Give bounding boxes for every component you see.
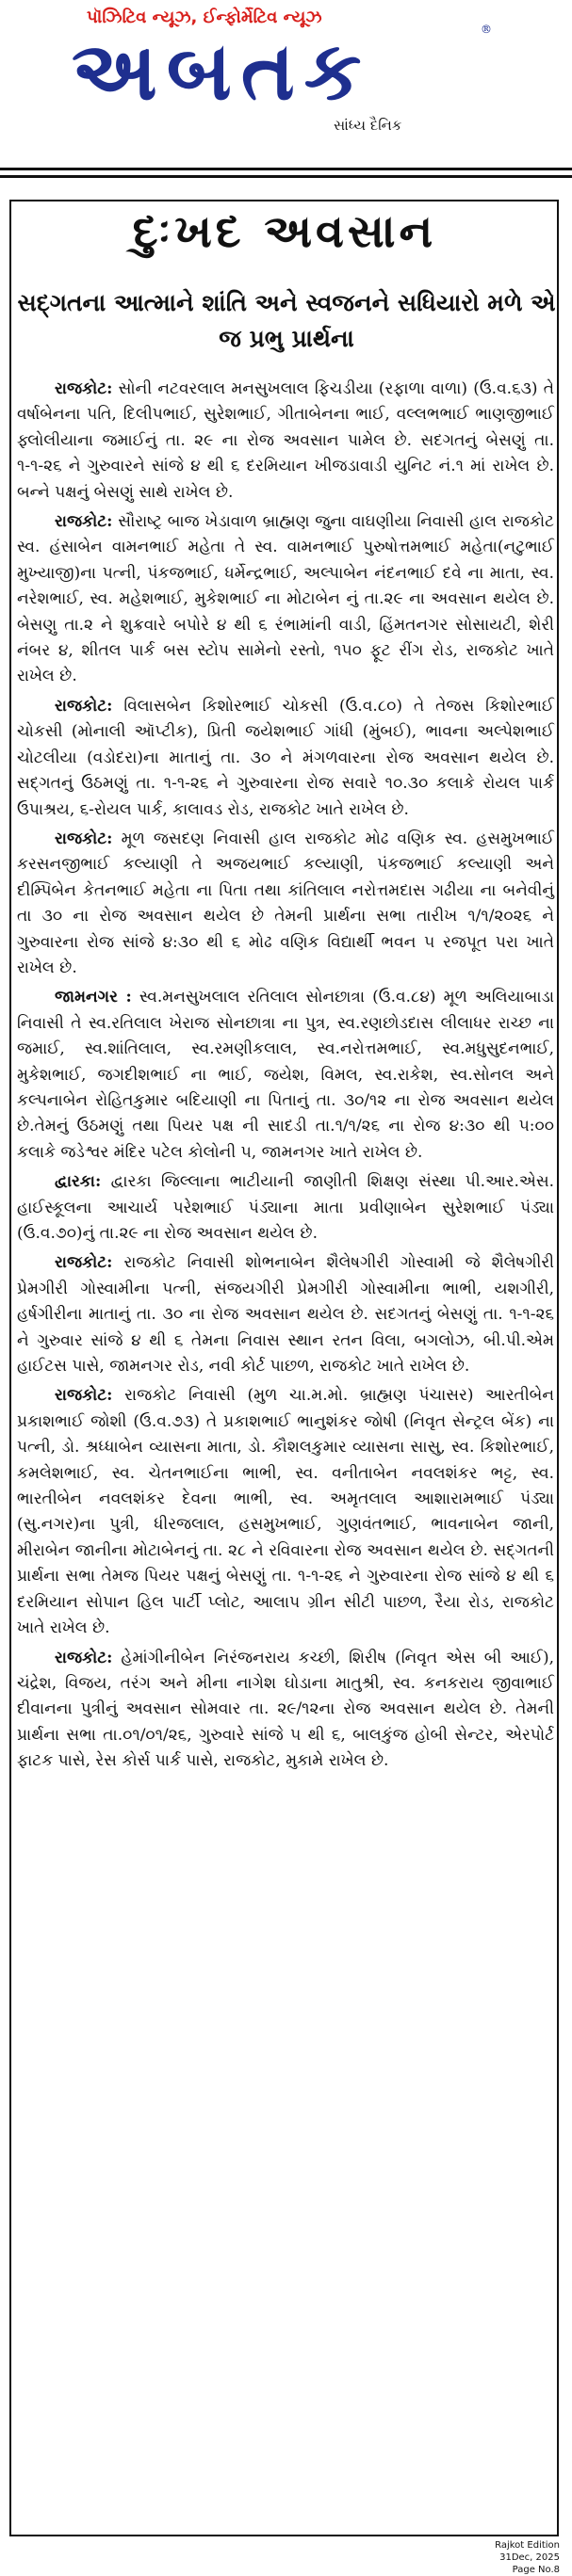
notice-text: હેમાંગીનીબેન નિરંજનરાય કચ્છી, શિરીષ (નિવૃત એસ બી આઈ), ચંદ્રેશ, વિજય, તરંગ અને મીના નાગેશ ઘોડાના માતુશ્રી, સ્વ. કનકરાય જીવાભાઈ દીવાનના પુત્રીનું અવસાન સોમવાર તા. ૨૯/૧૨ના રોજ અવસાન થયેલ છે. તેમની પ્રાર્થના સભા તા.૦૧/૦૧/૨૬, ગુરુવારે સાંજે ૫ થી ૬, બાલકુંજ હોબી સેન્ટર, એરપોર્ટ ફાટક પાસે, રેસ કોર્સ પાર્ક પાસે, રાજકોટ, મુકામે રાખેલ છે. <box>17 1648 554 1771</box>
notice-place: જામનગર : <box>55 988 132 1007</box>
obituary-notice <box>17 1250 554 1379</box>
notice-text: રાજકોટ નિવાસી શોભનાબેન શૈલેષગીરી ગોસ્વામી જે શૈલેષગીરી પ્રેમગીરી ગોસ્વામીના પત્ની, સંજયગીરી પ્રેમગીરી ગોસ્વામીના ભાભી, યશગીરી, હર્ષગીરીના માતાનું તા. ૩૦ ના રોજ અવસાન થયેલ છે. સદગતનું બેસણું તા. ૧-૧-૨૬ ને ગુરુવાર સાંજે ૪ થી ૬ તેમના નિવાસ સ્થાન રતન વિલા, બગલોઝ, બી.પી.એમ હાઈટસ પાસે, જામનગર રોડ, નવી કોર્ટ પાછળ, રાજકોટ ખાતે રાખેલ છે. <box>17 1253 555 1377</box>
registered-mark: ® <box>481 23 492 36</box>
masthead <box>0 0 572 141</box>
notice-place: રાજકોટ: <box>55 696 113 716</box>
masthead-subtitle: સાંધ્ય દૈનિક <box>334 117 402 134</box>
edition-name: Rajkot Edition <box>495 2540 560 2551</box>
obituary-notice <box>17 827 554 981</box>
notice-text: મૂળ જસદણ નિવાસી હાલ રાજકોટ મોઢ વણિક સ્વ. હસમુખભાઈ કરસનજીભાઈ કલ્યાણી તે અજયભાઈ કલ્યાણી, પંકજભાઈ કલ્યાણી અને દીમ્પિબેન કેતનભાઈ મહેતા ના પિતા તથા કાંતિલાલ નરોત્તમદાસ ગઢીયા ના બનેવીનું તા ૩૦ ના રોજ અવસાન થયેલ છે તેમની પ્રાર્થના સભા તારીખ ૧/૧/૨૦૨૬ ને ગુરુવારના રોજ સાંજે ૪:૩૦ થી ૬ મોઢ વણિક વિદ્યાર્થી ભવન ૫ રજપૂત પરા ખાતે રાખેલ છે. <box>17 829 554 977</box>
notice-place: રાજકોટ: <box>55 379 113 398</box>
notice-place: દ્વારકા: <box>55 1172 102 1192</box>
notice-text: દ્વારકા જિલ્લાના ભાટીયાની જાણીતી શિક્ષણ સંસ્થા પી.આર.એસ. હાઈસ્કૂલના આચાર્ય પરેશભાઈ પંડ્યાના માતા પ્રવીણાબેન સુરેશભાઈ પંડ્યા (ઉ.વ.૭૦)નું તા.૨૯ ના રોજ અવસાન થયેલ છે. <box>17 1172 555 1243</box>
obituary-list <box>17 377 554 1779</box>
page-title: દુઃખદ અવસાન <box>132 205 437 258</box>
notice-text: સ્વ.મનસુખલાલ રતિલાલ સોનછાત્રા (ઉ.વ.૮૪) મૂળ અલિયાબાડા નિવાસી તે સ્વ.રતિલાલ ખેરાજ સોનછાત્રા ના પુત્ર, સ્વ.રણછોડદાસ લીલાધર રાચ્છ ના જમાઈ, સ્વ.શાંતિલાલ, સ્વ.રમણીકલાલ, સ્વ.નરોત્તમભાઈ, સ્વ.મધુસુદનભાઈ, મુકેશભાઈ, જગદીશભાઈ ના ભાઈ, જયેશ, વિમલ, સ્વ.રાકેશ, સ્વ.સોનલ અને કલ્પનાબેન રોહિતકુમાર બદિયાણી ના પિતાનું તા. ૩૦/૧૨ ના રોજ અવસાન થયેલ છે.તેમનું ઉઠમણું તથા પિયર પક્ષ ની સાદડી તા.૧/૧/૨૬ ના રોજ ૪:૩૦ થી ૫:૦૦ કલાકે જડેશ્વર મંદિર પટેલ કોલોની ૫, જામનગર ખાતે રાખેલ છે. <box>17 988 554 1162</box>
edition-date-page: 31Dec, 2025 Page No.8 <box>499 2552 560 2575</box>
notice-text: રાજકોટ નિવાસી (મુળ ચા.મ.મો. બ્રાહ્મણ પંચાસર) આરતીબેન પ્રકાશભાઈ જોશી (ઉ.વ.૭૩) તે પ્રકાશભાઈ ભાનુશંકર જોષી (નિવૃત સેન્ટ્રલ બેંક) ના પત્ની, ડો. શ્રધ્ધાબેન વ્યાસના માતા, ડો. કૌશલકુમાર વ્યાસના સાસુ, સ્વ. કિશોરભાઈ, કમલેશભાઈ, સ્વ. ચેતનભાઈના ભાભી, સ્વ. વનીતાબેન નવલશંકર ભટ્ટ, સ્વ. ભારતીબેન નવલશંકર દેવના ભાભી, સ્વ. અમૃતલાલ આશારામભાઈ પંડ્યા (સુ.નગર)ના પુત્રી, ધીરજલાલ, હસમુખભાઈ, ગુણવંતભાઈ, ભાવનાબેન જાની, મીરાબેન જાનીના મોટાબેનનું તા. ૨૮ ને રવિવારના રોજ અવસાન થયેલ છે. સદ્‌ગતની પ્રાર્થના સભા તેમજ પિયર પક્ષનું બેસણું તા. ૧-૧-૨૬ ને ગુરુવારના રોજ સાંજે ૪ થી ૬ દરમિયાન સોપાન હિલ પાર્ટી પ્લોટ, આલાપ ગ્રીન સીટી પાછળ, રૈયા રોડ, રાજકોટ ખાતે રાખેલ છે. <box>17 1386 554 1638</box>
obituary-notice <box>17 1646 554 1775</box>
masthead-tagline: પૉઝિટિવ ન્યૂઝ, ઈન્ફોર્મેટિવ ન્યૂઝ <box>87 8 322 27</box>
notice-place: રાજકોટ: <box>55 1253 113 1273</box>
edition-footer <box>484 2539 560 2576</box>
notice-place: રાજકોટ: <box>55 1386 113 1406</box>
obituary-notice <box>17 1169 554 1247</box>
obituary-notice <box>17 694 554 823</box>
notice-place: રાજકોટ: <box>55 1648 113 1667</box>
obituary-notice <box>17 509 554 690</box>
page-subtitle: સદ્‌ગતના આત્માને શાંતિ અને સ્વજનને સધિયારો મળે એ જ પ્રભુ પ્રાર્થના <box>17 289 556 352</box>
notice-text: સોની નટવરલાલ મનસુખલાલ ફિચડીયા (રફાળા વાળા) (ઉ.વ.૬૩) તે વર્ષાબેનના પતિ, દિલીપભાઈ, સુરેશભાઈ, ગીતાબેનના ભાઈ, વલ્લભભાઈ ભાણજીભાઈ ફ્લોલીયાના જમાઈનું તા. ૨૯ ના રોજ અવસાન પામેલ છે. સદગતનું બેસણું તા. ૧-૧-૨૬ ને ગુરુવારને સાંજે ૪ થી ૬ દરમિયાન ખીજડાવાડી યુનિટ નં.૧ માં રાખેલ છે. બન્ને પક્ષનું બેસણું સાથે રાખેલ છે. <box>17 379 554 502</box>
obituary-notice <box>17 985 554 1166</box>
obituary-notice <box>17 1383 554 1641</box>
notice-place: રાજકોટ: <box>55 829 113 848</box>
notice-place: રાજકોટ: <box>55 512 113 532</box>
notice-text: વિલાસબેન કિશોરભાઈ ચોકસી (ઉ.વ.૮૦) તે તેજસ કિશોરભાઈ ચોકસી (મોનાલી ઑપ્ટીક), પ્રિતી જયેશભાઈ ગાંધી (મુંબઈ), ભાવના અલ્પેશભાઈ ચોટલીયા (વડોદરા)ના માતાનું તા. ૩૦ ને મંગળવારના રોજ અવસાન થયેલ છે. સદ્‌ગતનું ઉઠમણું તા. ૧-૧-૨૬ ને ગુરુવારના રોજ સવારે ૧૦.૩૦ કલાકે રોયલ પાર્ક ઉપાશ્રય, ૬-રોયલ પાર્ક, કાલાવડ રોડ, રાજકોટ ખાતે રાખેલ છે. <box>17 696 555 819</box>
masthead-divider-top <box>0 168 572 170</box>
obituary-notice <box>17 377 554 506</box>
masthead-divider-bottom <box>0 175 572 178</box>
notice-text: સૌરાષ્ટ્ર બાજ ખેડાવાળ બ્રાહ્મણ જુના વાઘણીયા નિવાસી હાલ રાજકોટ સ્વ. હંસાબેન વામનભાઈ મહેતા તે સ્વ. વામનભાઈ પુરુષોત્તમભાઈ મહેતા(નટુભાઈ મુખ્યાજી)ના પત્ની, પંકજભાઈ, ધર્મેન્દ્રભાઈ, અલ્પાબેન નંદનભાઈ દવે ના માતા, સ્વ. નરેશભાઈ, સ્વ. મહેશભાઈ, મુકેશભાઈ ના મોટાબેન નું તા.૨૯ ના અવસાન થયેલ છે. બેસણુ તા.૨ ને શુક્રવારે બપોરે ૪ થી ૬ રંભામાંની વાડી, હિંમતનગર સોસાયટી, શેરી નંબર ૪, શીતલ પાર્ક બસ સ્ટોપ સામેનો રસ્તો, ૧૫૦ ફૂટ રીંગ રોડ, રાજકોટ ખાતે રાખેલ છે. <box>17 512 554 686</box>
newspaper-logo: અબતક <box>72 24 371 119</box>
